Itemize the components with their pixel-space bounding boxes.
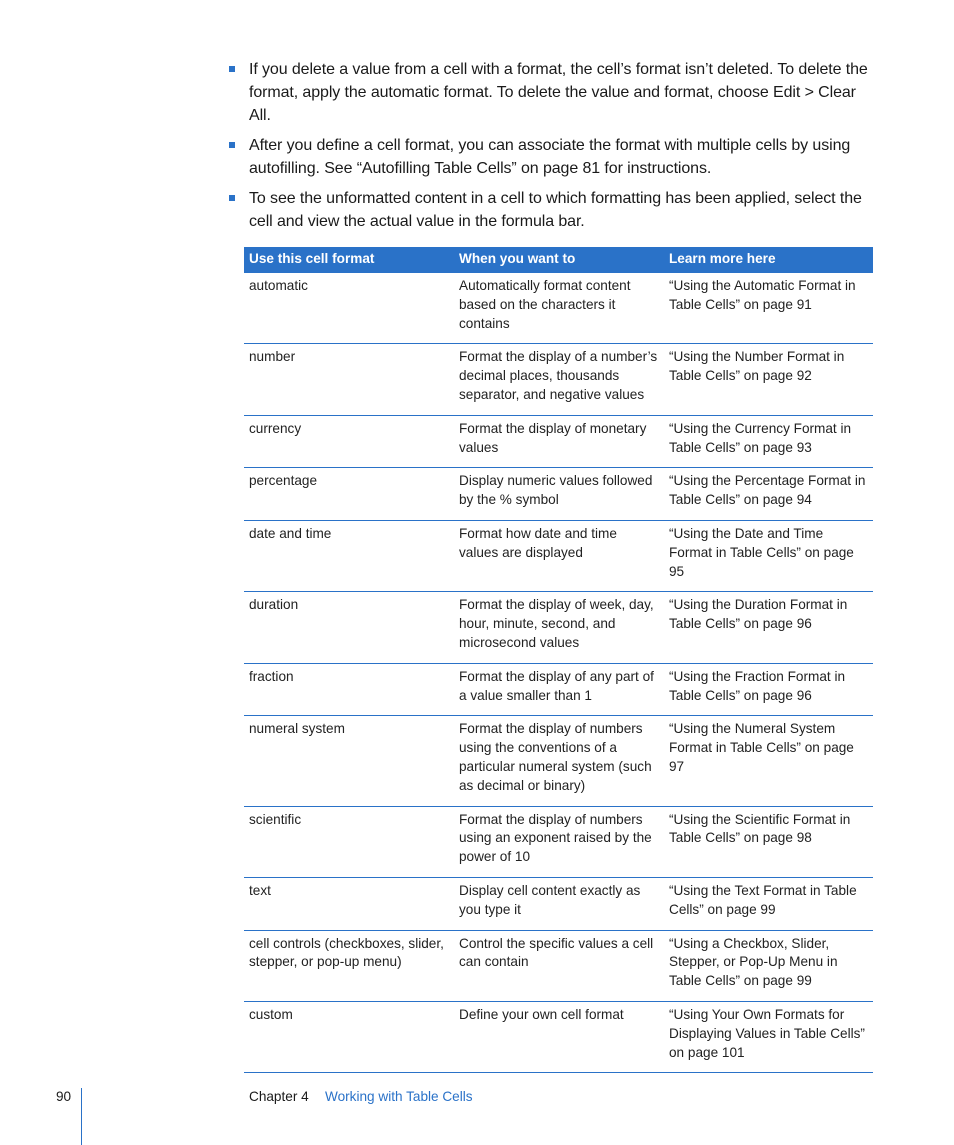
- square-bullet-icon: [229, 66, 235, 72]
- column-header: Use this cell format: [244, 247, 454, 273]
- purpose-cell: Format the display of numbers using the conventions of a particular numeral system (such as decimal or binary): [454, 716, 664, 806]
- format-cell: numeral system: [244, 716, 454, 806]
- reference-cell: “Using a Checkbox, Slider, Stepper, or Pop-Up Menu in Table Cells” on page 99: [664, 930, 873, 1001]
- format-cell: currency: [244, 415, 454, 468]
- purpose-cell: Define your own cell format: [454, 1001, 664, 1072]
- cell-format-table: [244, 247, 873, 1073]
- format-cell: duration: [244, 592, 454, 663]
- table-row: [244, 273, 873, 344]
- table-row: [244, 716, 873, 806]
- bullet-list: [228, 58, 878, 240]
- reference-cell: “Using the Duration Format in Table Cells” on page 96: [664, 592, 873, 663]
- bullet-text: After you define a cell format, you can associate the format with multiple cells by using autofilling. See “Autofilling Table Cells” on page 81 for instructions.: [249, 137, 851, 177]
- format-cell: text: [244, 877, 454, 930]
- footer-divider: [81, 1088, 82, 1145]
- square-bullet-icon: [229, 142, 235, 148]
- purpose-cell: Display cell content exactly as you type it: [454, 877, 664, 930]
- bullet-text: If you delete a value from a cell with a format, the cell’s format isn’t deleted. To delete the format, apply the automatic format. To delete the value and format, choose Edit > Clear All.: [249, 61, 868, 124]
- table-row: [244, 468, 873, 521]
- format-cell: percentage: [244, 468, 454, 521]
- page-number: 90: [56, 1089, 72, 1104]
- table-row: [244, 344, 873, 415]
- table-row: [244, 877, 873, 930]
- bullet-item: [228, 58, 878, 127]
- purpose-cell: Automatically format content based on the characters it contains: [454, 273, 664, 344]
- column-header: When you want to: [454, 247, 664, 273]
- reference-cell: “Using the Currency Format in Table Cells” on page 93: [664, 415, 873, 468]
- format-cell: number: [244, 344, 454, 415]
- purpose-cell: Control the specific values a cell can contain: [454, 930, 664, 1001]
- reference-cell: “Using the Date and Time Format in Table Cells” on page 95: [664, 520, 873, 591]
- purpose-cell: Format the display of any part of a value smaller than 1: [454, 663, 664, 716]
- reference-cell: “Using the Automatic Format in Table Cells” on page 91: [664, 273, 873, 344]
- purpose-cell: Display numeric values followed by the % symbol: [454, 468, 664, 521]
- table-row: [244, 520, 873, 591]
- format-cell: automatic: [244, 273, 454, 344]
- bullet-item: [228, 187, 878, 233]
- format-cell: date and time: [244, 520, 454, 591]
- format-cell: custom: [244, 1001, 454, 1072]
- chapter-label: Chapter 4: [249, 1089, 309, 1104]
- table-header-row: [244, 247, 873, 273]
- chapter-title: Working with Table Cells: [325, 1089, 473, 1104]
- purpose-cell: Format the display of monetary values: [454, 415, 664, 468]
- bullet-item: [228, 134, 878, 180]
- table-row: [244, 1001, 873, 1072]
- bullet-text: To see the unformatted content in a cell to which formatting has been applied, select the cell and view the actual value in the formula bar.: [249, 190, 862, 230]
- table-row: [244, 806, 873, 877]
- table-row: [244, 930, 873, 1001]
- purpose-cell: Format the display of week, day, hour, minute, second, and microsecond values: [454, 592, 664, 663]
- format-cell: fraction: [244, 663, 454, 716]
- reference-cell: “Using the Number Format in Table Cells” on page 92: [664, 344, 873, 415]
- reference-cell: “Using the Percentage Format in Table Cells” on page 94: [664, 468, 873, 521]
- square-bullet-icon: [229, 195, 235, 201]
- purpose-cell: Format how date and time values are displayed: [454, 520, 664, 591]
- format-cell: scientific: [244, 806, 454, 877]
- purpose-cell: Format the display of numbers using an exponent raised by the power of 10: [454, 806, 664, 877]
- format-cell: cell controls (checkboxes, slider, stepper, or pop-up menu): [244, 930, 454, 1001]
- reference-cell: “Using the Text Format in Table Cells” on page 99: [664, 877, 873, 930]
- reference-cell: “Using the Fraction Format in Table Cells” on page 96: [664, 663, 873, 716]
- table-row: [244, 592, 873, 663]
- column-header: Learn more here: [664, 247, 873, 273]
- table-row: [244, 663, 873, 716]
- purpose-cell: Format the display of a number’s decimal places, thousands separator, and negative values: [454, 344, 664, 415]
- reference-cell: “Using Your Own Formats for Displaying Values in Table Cells” on page 101: [664, 1001, 873, 1072]
- reference-cell: “Using the Scientific Format in Table Cells” on page 98: [664, 806, 873, 877]
- table-row: [244, 415, 873, 468]
- reference-cell: “Using the Numeral System Format in Table Cells” on page 97: [664, 716, 873, 806]
